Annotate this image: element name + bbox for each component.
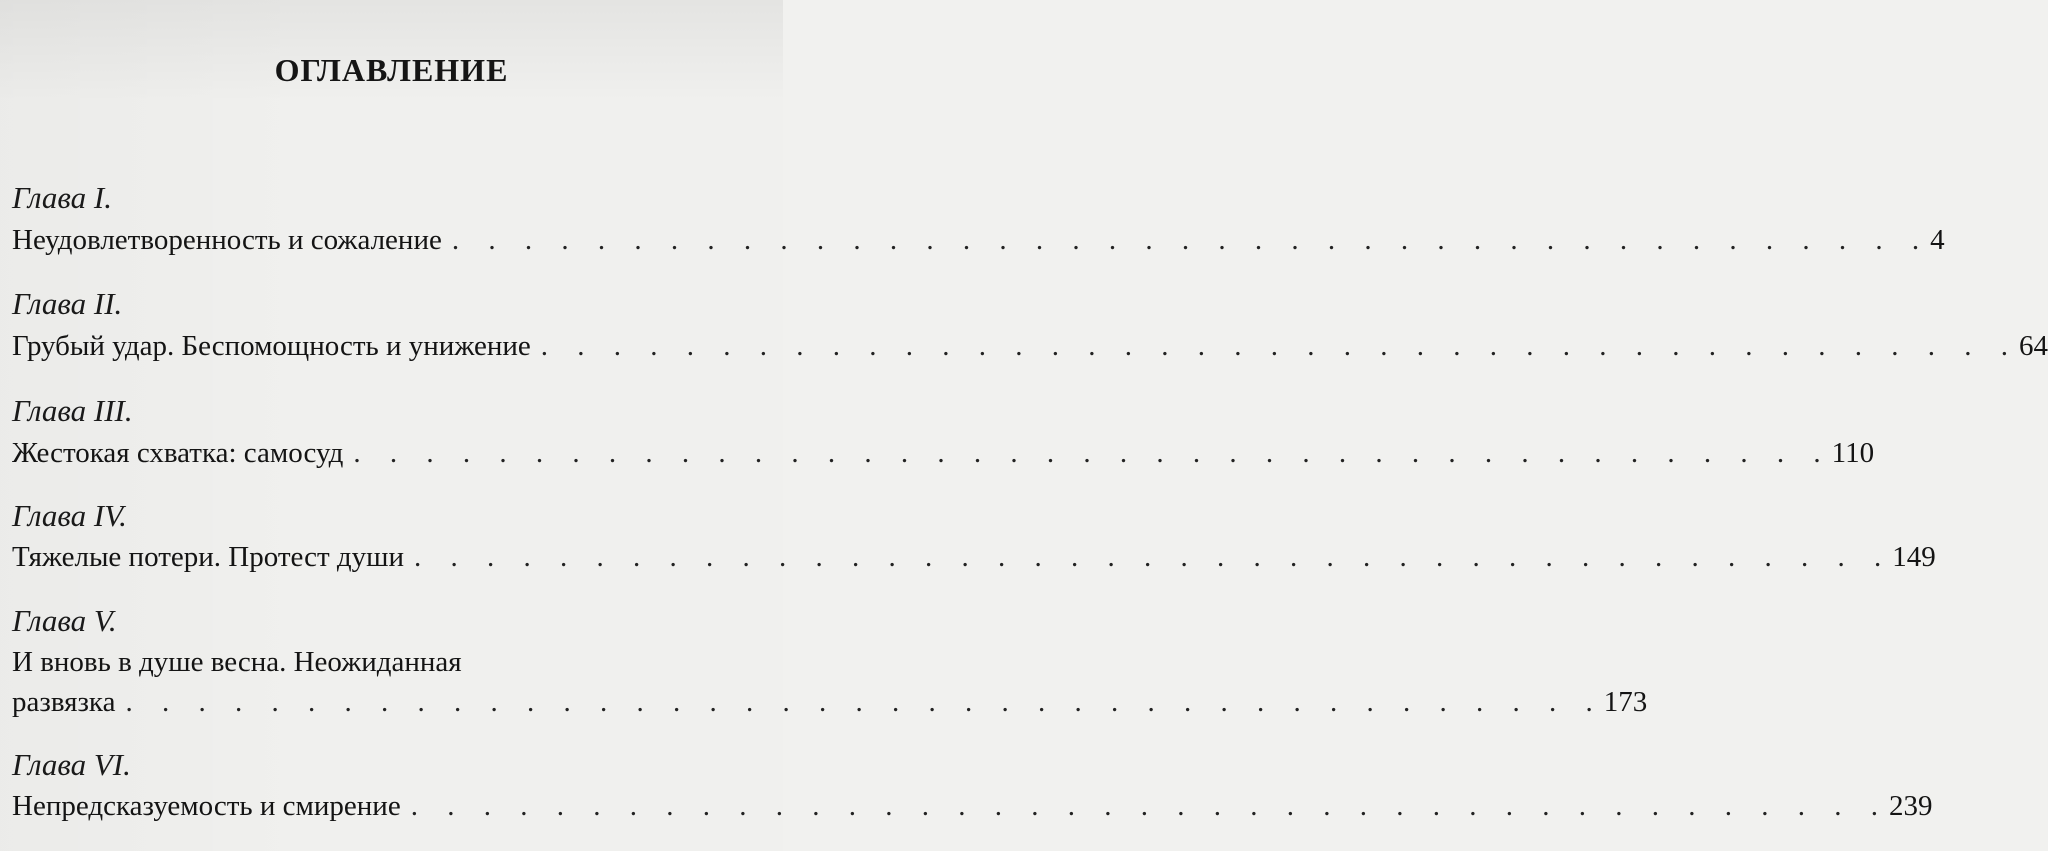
- page-title: ОГЛАВЛЕНИЕ: [274, 52, 509, 88]
- toc-page-number: 239: [1888, 790, 1933, 822]
- leader-dots: . . . . . . . . . . . . . . . . . . . . . . . . . . . . . . . . . . . . . . . . .: [353, 437, 1832, 469]
- toc-page-number: 173: [1603, 686, 1648, 718]
- toc-entry-title: Жестокая схватка: самосуд: [12, 437, 344, 469]
- toc-entry[interactable]: [12, 686, 1648, 719]
- toc-entry[interactable]: [12, 541, 1936, 574]
- chapter-label: Глава II.: [12, 286, 123, 321]
- toc-entry-title: Неудовлетворенность и сожаление: [12, 224, 442, 256]
- toc-entry[interactable]: [12, 224, 1945, 257]
- leader-dots: . . . . . . . . . . . . . . . . . . . . . . . . . . . . . . . . . . . . . . . . .: [451, 224, 1931, 256]
- leader-dots: . . . . . . . . . . . . . . . . . . . . . . . . . . . . . . . . . . . . . . . . .: [540, 330, 2020, 362]
- leader-dots: . . . . . . . . . . . . . . . . . . . . . . . . . . . . . . . . . . . . . . . . .: [125, 686, 1604, 718]
- toc-entry-title: Грубый удар. Беспомощность и унижение: [12, 330, 531, 362]
- toc-entry-title: Тяжелые потери. Протест души: [12, 541, 404, 573]
- chapter-label: Глава IV.: [12, 498, 127, 533]
- toc-page-number: 110: [1831, 437, 1875, 469]
- toc-page-number: 4: [1930, 224, 1945, 256]
- chapter-label: Глава VI.: [12, 747, 131, 782]
- toc-page-number: 64: [2019, 330, 2048, 362]
- toc-entry[interactable]: [12, 790, 1933, 823]
- toc-entry-title-line2: развязка: [12, 686, 116, 718]
- chapter-label: Глава III.: [12, 393, 133, 428]
- leader-dots: . . . . . . . . . . . . . . . . . . . . . . . . . . . . . . . . . . . . . . . . .: [413, 541, 1893, 573]
- chapter-label: Глава V.: [12, 603, 117, 638]
- toc-entry[interactable]: [12, 437, 1875, 470]
- toc-entry-title-line1: И вновь в душе весна. Неожиданная: [12, 646, 462, 678]
- toc-entry-title: Непредсказуемость и смирение: [12, 790, 401, 822]
- chapter-label: Глава I.: [12, 180, 112, 215]
- leader-dots: . . . . . . . . . . . . . . . . . . . . . . . . . . . . . . . . . . . . . . . . .: [410, 790, 1889, 822]
- toc-page-number: 149: [1892, 541, 1936, 573]
- toc-entry[interactable]: [12, 330, 2048, 363]
